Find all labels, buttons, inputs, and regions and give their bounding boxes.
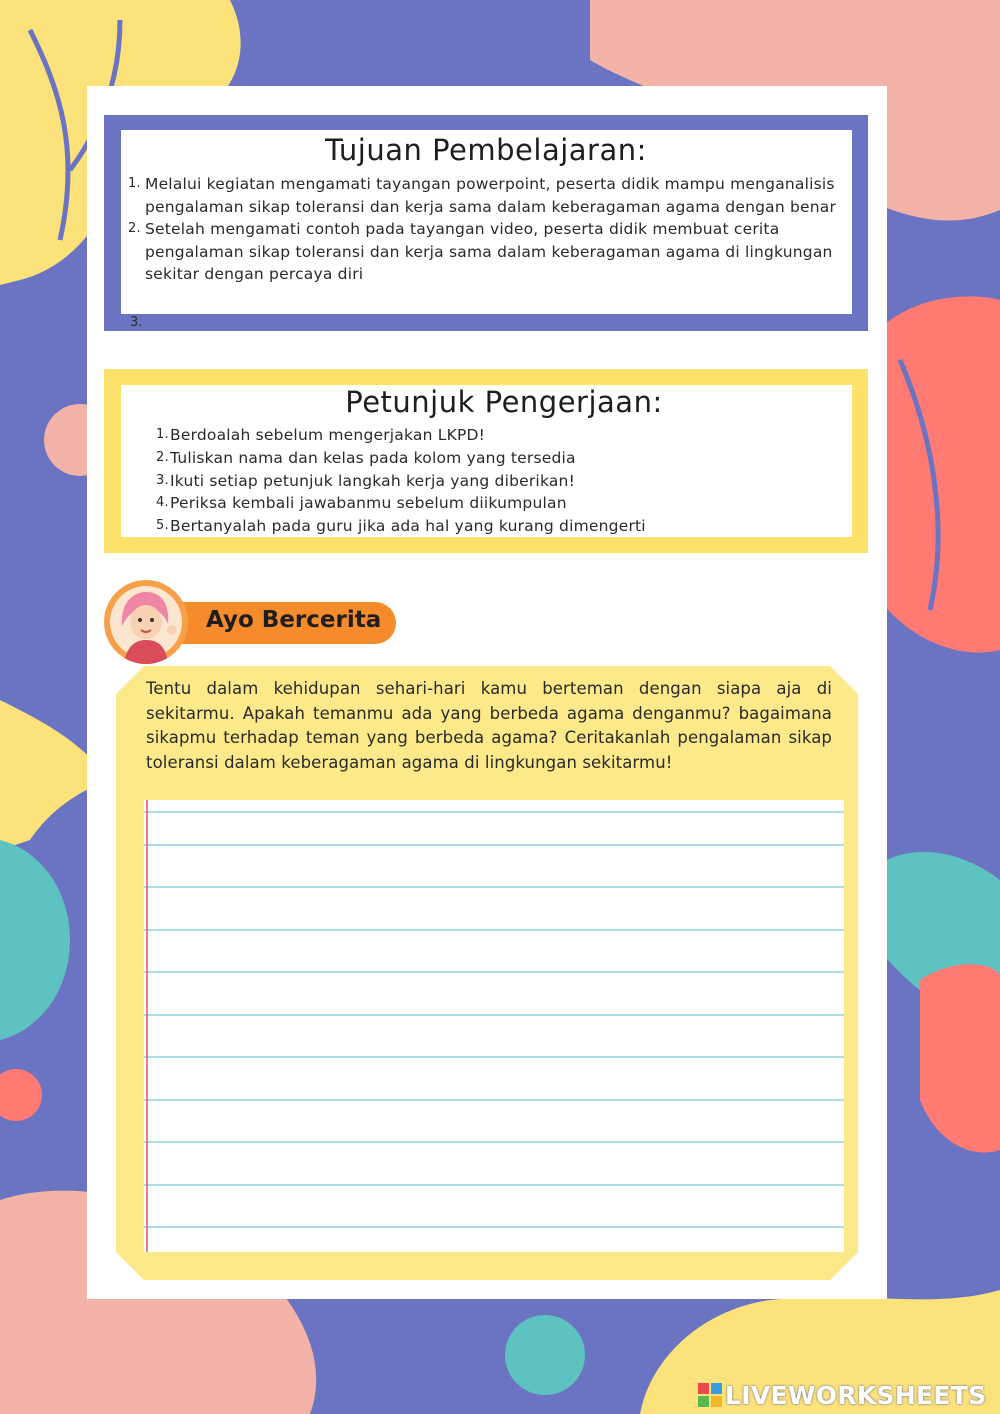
instruction-item xyxy=(156,424,646,447)
objective-item xyxy=(128,218,838,286)
instruction-number: 3. xyxy=(156,472,169,488)
objective-number-3: 3. xyxy=(130,315,143,330)
story-answer-input[interactable] xyxy=(150,804,840,1248)
instruction-number: 2. xyxy=(156,449,169,465)
teal-pineapple-left xyxy=(0,840,70,1040)
liveworksheets-watermark xyxy=(698,1380,986,1410)
activity-label: Ayo Bercerita xyxy=(206,607,382,633)
coral-pineapple-right xyxy=(920,964,1000,1152)
instruction-item xyxy=(156,515,646,538)
instruction-item xyxy=(156,492,646,515)
instruction-text: Bertanyalah pada guru jika ada hal yang kurang dimengerti xyxy=(170,517,646,536)
activity-prompt: Tentu dalam kehidupan sehari-hari kamu berteman dengan siapa aja di sekitarmu. Apakah temanmu ada yang berbeda agama denganmu? bagaimana sikapmu terhadap teman yang berbeda agama? Ceritakanlah pengalaman sikap toleransi dalam keberagaman agama di lingkungan sekitarmu! xyxy=(146,679,832,772)
instructions-list xyxy=(156,424,646,538)
instruction-text: Ikuti setiap petunjuk langkah kerja yang diberikan! xyxy=(170,471,575,490)
instruction-text: Tuliskan nama dan kelas pada kolom yang tersedia xyxy=(170,448,576,467)
instruction-number: 1. xyxy=(156,427,169,442)
objective-number: 1. xyxy=(128,176,141,191)
student-avatar xyxy=(104,580,188,664)
instruction-item xyxy=(156,470,646,493)
instruction-text: Berdoalah sebelum mengerjakan LKPD! xyxy=(170,426,486,444)
instruction-item xyxy=(156,447,646,470)
objective-number: 2. xyxy=(128,221,141,237)
objective-text: Setelah mengamati contoh pada tayangan video, peserta didik membuat cerita pengalaman sikap toleransi dan kerja sama dalam keberagaman agama di lingkungan sekitar dengan percaya diri xyxy=(145,220,833,284)
objective-text: Melalui kegiatan mengamati tayangan powerpoint, peserta didik mampu menganalisis pengalaman sikap toleransi dan kerja sama dalam keberagaman agama dengan benar xyxy=(145,175,837,216)
objectives-list xyxy=(128,173,838,286)
girl-illustration-icon xyxy=(104,580,188,664)
instruction-number: 4. xyxy=(156,495,169,511)
instruction-number: 5. xyxy=(156,518,169,534)
instruction-text: Periksa kembali jawabanmu sebelum diikumpulan xyxy=(170,494,567,513)
watermark-text: LIVEWORKSHEETS xyxy=(725,1380,987,1410)
coral-dot xyxy=(0,1069,42,1121)
instructions-title: Petunjuk Pengerjaan: xyxy=(345,385,663,419)
objective-item xyxy=(128,173,838,218)
teal-circle-bottom xyxy=(505,1315,585,1395)
objectives-title: Tujuan Pembelajaran: xyxy=(325,133,647,167)
liveworksheets-logo-icon xyxy=(698,1383,722,1407)
